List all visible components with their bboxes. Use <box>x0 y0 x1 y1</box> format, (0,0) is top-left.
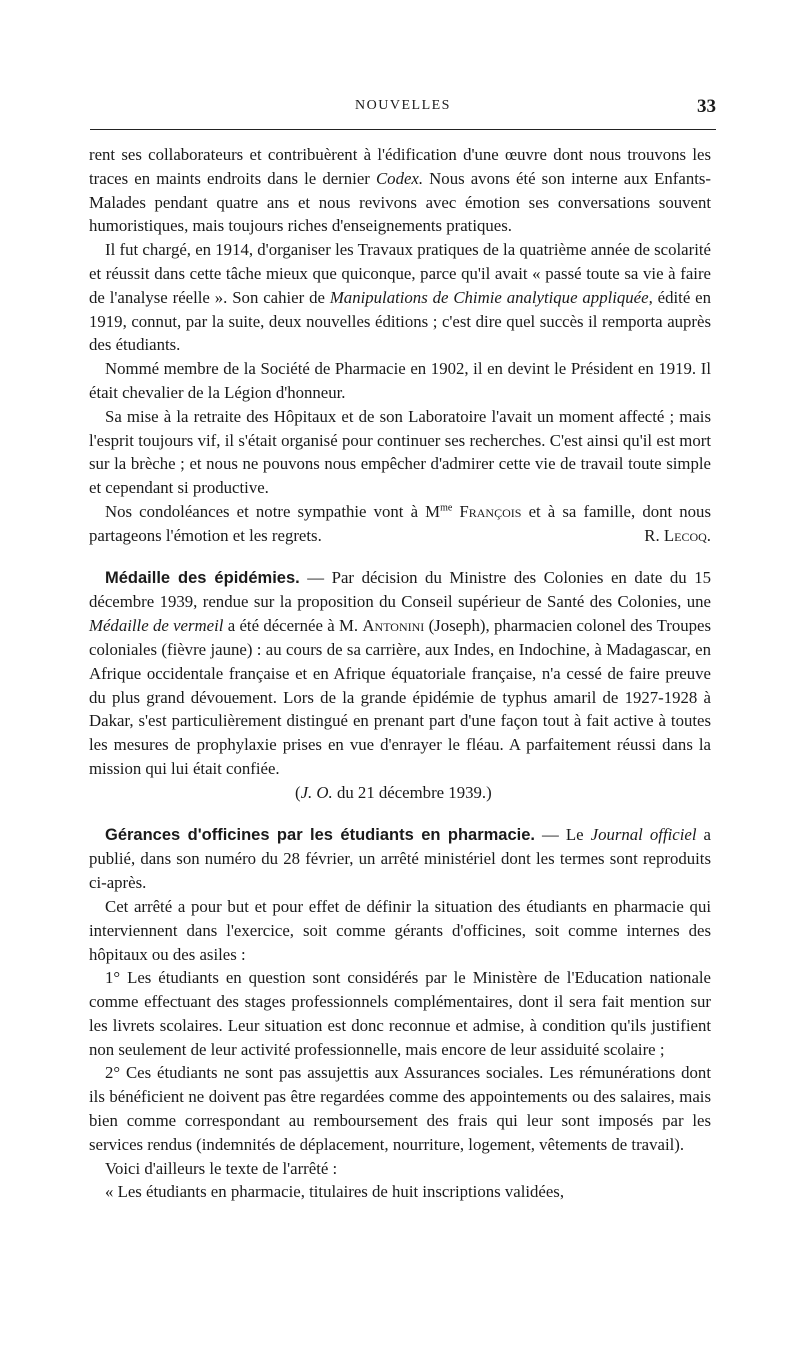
obituary-paragraph-1 <box>89 143 711 238</box>
obituary-paragraph-4: Sa mise à la retraite des Hôpitaux et de son Laboratoire l'avait un moment affecté ; mais l'esprit toujours vif, il s'était organisé pour continuer ses recherches. C'est ainsi qu'il est mort sur la brèche ; et nous ne pouvons nous empêcher d'admirer cette vie de travail toute simple et cependant si productive. <box>89 406 711 498</box>
text-run: rent ses collaborateurs et contribuèrent à l'édification d'une œuvre dont nous trouvons les traces en maints endroits dans le dernier <box>89 145 711 188</box>
section-heading-medaille: Médaille des épidémies. <box>105 568 300 587</box>
gerances-paragraph-5: Voici d'ailleurs le texte de l'arrêté : <box>105 1158 338 1178</box>
gerances-paragraph-3: 1° Les étudiants en question sont considérés par le Ministère de l'Education nationale comme effectuant des stages professionnels complémentaires, dont il sera fait mention sur les livrets scolaires. Leur situation est donc reconnue et admise, à condition qu'ils justifient non seulement de leur activité professionnelle, mais encore de leur assiduité scolaire ; <box>89 968 711 1059</box>
text-run: — Par décision du Ministre des Colonies en date du 15 décembre 1939, rendue sur la proposition du Conseil supérieur de Santé des Colonies, une <box>89 567 711 612</box>
gerances-paragraph-6: « Les étudiants en pharmacie, titulaires de huit inscriptions validées, <box>105 1182 565 1202</box>
text-run: a publié, dans son numéro du 28 février, un arrêté ministériel dont les termes sont reproduits ci-après. <box>89 824 711 893</box>
obituary-paragraph-2 <box>89 238 711 357</box>
text-run: édité en 1919, connut, par la suite, deux nouvelles éditions ; c'est dire quel succès il remporta auprès des étudiants. <box>89 287 712 355</box>
person-name: François <box>459 501 522 521</box>
obituary-paragraph-5 <box>89 500 711 548</box>
codex-italic: Codex. <box>375 168 424 188</box>
gerances-paragraph-2: Cet arrêté a pour but et pour effet de définir la situation des étudiants en pharmacie qui interviennent dans l'exercice, soit comme gérants d'officines, soit comme internes des hôpitaux ou des asiles : <box>89 896 711 964</box>
running-title: NOUVELLES <box>355 98 451 113</box>
text-run: Nous avons été son interne aux Enfants-Malades pendant quatre ans et nous revivons avec émotion ses conversations souvent humoristiques, mais toujours riches d'enseignements pratiques. <box>89 168 711 236</box>
official-journal-reference <box>89 781 711 805</box>
page-header <box>90 96 716 122</box>
book-title-italic: Manipulations de Chimie analytique appliquée, <box>329 287 653 307</box>
header-rule <box>90 129 716 130</box>
text-run: Nos condoléances et notre sympathie vont à M <box>105 501 441 521</box>
text-run: du 21 décembre 1939.) <box>332 782 492 802</box>
text-run: (Joseph), pharmacien colonel des Troupes coloniales (fièvre jaune) : au cours de sa carrière, aux Indes, en Indochine, à Madagascar, en Afrique occidentale française et en Afrique équatoriale française, n'a cessé de faire preuve du plus grand dévouement. Lors de la grande épidémie de typhus amaril de 1927-1928 à Dakar, s'est particulièrement distingué en prenant part d'une façon tout à fait active à toutes les mesures de prophylaxie prises en vue d'enrayer le fléau. A parfaitement réussi dans la mission qui lui était confiée. <box>89 616 711 778</box>
title-superscript: me <box>440 502 453 514</box>
signature-initial: R. <box>644 525 664 545</box>
author-signature <box>628 524 711 548</box>
section-heading-gerances: Gérances d'officines par les étudiants en pharmacie. <box>105 825 536 844</box>
text-run: — Le <box>535 824 591 844</box>
text-run: a été décernée à M. <box>223 616 363 636</box>
jo-abbrev-italic: J. O. <box>300 782 333 802</box>
gerances-paragraph-4: 2° Ces étudiants ne sont pas assujettis aux Assurances sociales. Les rémunérations dont ils bénéficient ne doivent pas être regardées comme des appointements ou des salaires, mais bien comme correspondant au remboursement des frais qui leur sont imposés par les services rendus (indemnités de déplacement, nourriture, logement, vêtements de travail). <box>89 1063 711 1154</box>
gerances-paragraph-1 <box>89 823 711 895</box>
obituary-paragraph-3: Nommé membre de la Société de Pharmacie en 1902, il en devint le Président en 1919. Il était chevalier de la Légion d'honneur. <box>89 359 711 402</box>
journal-name-italic: Journal officiel <box>590 824 697 844</box>
text-run: et à sa famille, dont nous partageons l'émotion et les regrets. <box>89 501 711 545</box>
text-run: Il fut chargé, en 1914, d'organiser les Travaux pratiques de la quatrième année de scolarité et réussit dans cette tâche mieux que quiconque, parce qu'il avait « passé toute sa vie à faire de l'analyse réelle ». Son cahier de <box>89 240 711 307</box>
page-number: 33 <box>697 96 716 117</box>
page-body <box>89 143 711 1204</box>
signature-name: Lecoq. <box>663 525 711 545</box>
text-run: ( <box>295 782 301 802</box>
medal-name-italic: Médaille de vermeil <box>89 616 224 636</box>
medaille-paragraph <box>89 566 711 781</box>
person-name: Antonini <box>362 616 425 636</box>
jo-ref <box>295 783 492 802</box>
